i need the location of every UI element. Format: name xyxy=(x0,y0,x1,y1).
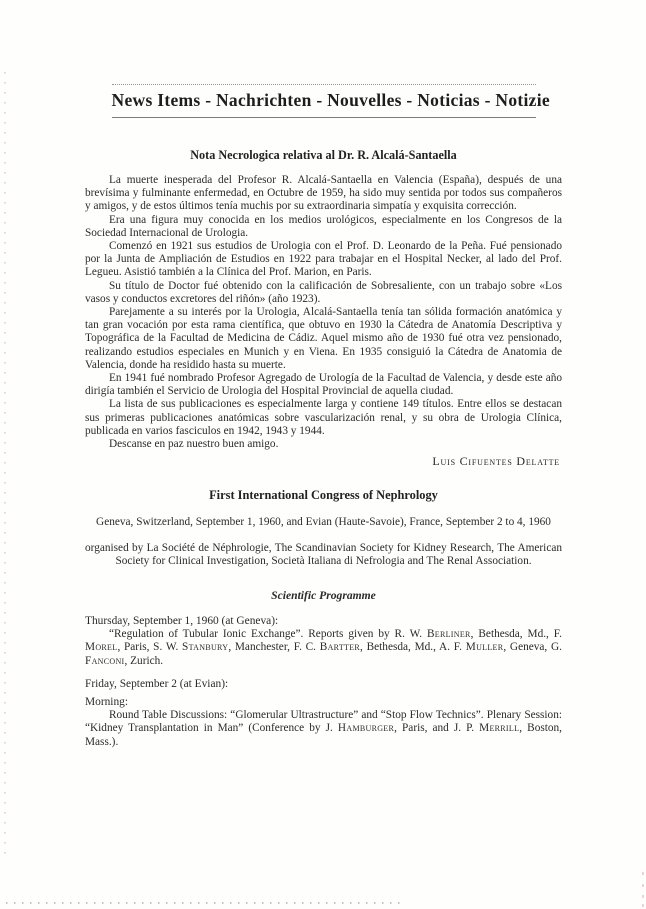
obituary-paragraph: Descanse en paz nuestro buen amigo. xyxy=(109,438,279,451)
congress-location: Geneva, Switzerland, September 1, 1960, and Evian (Haute-Savoie), France, September 2 to 4, 1960 xyxy=(96,516,551,529)
text-run: “Regulation of Tubular Ionic Exchange”. Reports given by R. W. xyxy=(109,628,427,641)
obituary-paragraph: La muerte inesperada del Profesor R. Alcalá-Santaella en Valencia (España), después de una brevísima y fulminante enfermedad, en Octubre de 1959, ha sido muy sentida por todos sus compañeros y amigos, y de estos últimos tenía muchis por su extraordinaria simpatía y exquisita corrección. xyxy=(85,174,562,213)
person-name: Hamburger xyxy=(337,722,395,735)
text-run: , Boston, Mass.). xyxy=(85,722,562,748)
congress-section xyxy=(85,488,562,749)
text-run: , Manchester, F. C. xyxy=(228,641,320,654)
obituary-paragraph: En 1941 fué nombrado Profesor Agregado de Urología de la Facultad de Valencia, y desde este año dirigía también el Servicio de Urologia del Hospital Provincial de aquella ciudad. xyxy=(85,372,562,398)
obituary-paragraph: La lista de sus publicaciones es especialmente larga y contiene 149 títulos. Entre ellos se destacan sus primeras publicaciones anatómicas sobre vascularización renal, y su obra de Urologia Clínica, publicada en varios fasciculos en 1942, 1943 y 1944. xyxy=(85,398,562,437)
person-name: Fanconi xyxy=(85,654,125,667)
text-run: , Bethesda, Md., A. F. xyxy=(360,641,466,654)
obituary-paragraph: Comenzó en 1921 sus estudios de Urologia con el Prof. D. Leonardo de la Peña. Fué pensionado por la Junta de Ampliación de Estudios en 1922 para trabajar en el Hospital Necker, al lado del Prof. Legueu. Asistió también a la Clínica del Prof. Marion, en Paris. xyxy=(85,240,562,279)
programme-day-heading: Thursday, September 1, 1960 (at Geneva): xyxy=(85,615,279,628)
congress-organisers: organised by La Société de Néphrologie, The Scandinavian Society for Kidney Research, The American Society for Clinical Investigation, Società Italiana di Nefrologia and The Renal Association. xyxy=(85,541,562,568)
person-name: Muller xyxy=(465,641,504,654)
person-name: Bartter xyxy=(319,641,361,654)
text-run: , Zurich. xyxy=(124,654,164,667)
obituary-paragraph: Su título de Doctor fué obtenido con la calificación de Sobresaliente, con un trabajo sobre «Los vasos y conductos excretores del riñón» (año 1923). xyxy=(85,279,562,305)
programme-list xyxy=(85,615,562,749)
programme-day-heading: Friday, September 2 (at Evian): xyxy=(85,677,229,690)
page-content xyxy=(85,84,562,749)
person-name: Morel xyxy=(85,641,118,654)
left-edge-scan-artifact xyxy=(4,72,6,861)
journal-header-title: News Items - Nachrichten - Nouvelles - Noticias - Notizie xyxy=(111,90,550,110)
person-name: Berliner xyxy=(426,628,471,641)
obituary-paragraph: Parejamente a su interés por la Urologia, Alcalá-Santaella tenía tan sólida formación anatómica y tan gran vocación por esta rama científica, que obtuvo en 1930 la Cátedra de Anatomía Descriptiva y Topográfica de la Facultad de Medicina de Cádiz. Aquel mismo año de 1930 fué otra vez pensionado, realizando estudios especiales en Munich y en Viena. En 1935 consiguió la Cátedra de Anatomia de Valencia, donde ha residido hasta su muerte. xyxy=(85,306,562,371)
bottom-edge-scan-artifact xyxy=(6,902,406,904)
person-name: Stanbury xyxy=(182,641,229,654)
text-run: , Paris, and J. P. xyxy=(394,722,480,735)
obituary-heading: Nota Necrologica relativa al Dr. R. Alcalá-Santaella xyxy=(190,148,457,162)
obituary-signature: Luis Cifuentes Delatte xyxy=(432,454,560,469)
programme-subheading: Morning: xyxy=(85,696,129,709)
obituary-paragraphs xyxy=(85,174,562,451)
text-run: Round Table Discussions: “Glomerular Ultrastructure” and “Stop Flow Technics”. Plenary Session: “Kidney Transplantation in Man” (Conference by J. xyxy=(85,709,562,735)
programme-paragraph xyxy=(85,709,562,749)
person-name: Merrill xyxy=(479,722,520,735)
obituary-paragraph: Era una figura muy conocida en los medios urológicos, especialmente en los Congresos de la Sociedad Internacional de Urologia. xyxy=(85,213,562,239)
congress-heading: First International Congress of Nephrology xyxy=(209,488,438,503)
obituary-section xyxy=(85,148,562,469)
programme-heading: Scientific Programme xyxy=(271,589,376,603)
programme-paragraph xyxy=(85,628,562,668)
journal-section-header xyxy=(111,84,550,118)
text-run: , Paris, S. W. xyxy=(117,641,183,654)
right-edge-scan-artifact xyxy=(641,849,645,909)
text-run: , Bethesda, Md., F. xyxy=(470,628,562,641)
text-run: , Geneva, G. xyxy=(503,641,562,654)
